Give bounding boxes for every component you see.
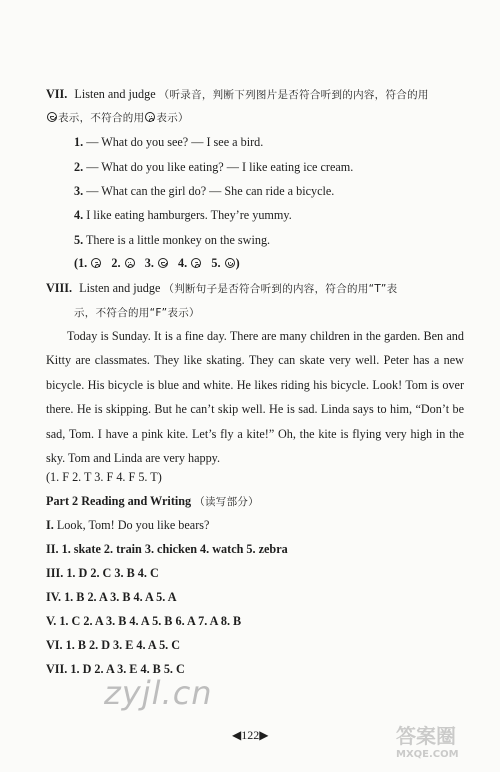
list-item: 2. — What do you like eating? — I like eating ice cream. — [74, 160, 354, 174]
frowny-face-icon — [191, 258, 201, 268]
frowny-face-icon — [145, 112, 155, 122]
sec7-instruction-1: （听录音，判断下列图片是否符合听到的内容，符合的用 — [158, 89, 429, 101]
sec7-heading — [46, 87, 429, 102]
answer-row: VI. 1. B 2. D 3. E 4. A 5. C — [46, 638, 181, 652]
sec8-title: Listen and judge — [79, 281, 161, 295]
smiley-face-icon — [225, 258, 235, 268]
sec7-title: Listen and judge — [74, 87, 156, 101]
list-item: 1. — What do you see? — I see a bird. — [74, 135, 264, 149]
sec7-instruction-2b: 表示） — [156, 112, 189, 124]
answer-row: II. 1. skate 2. train 3. chicken 4. watch 5. zebra — [46, 542, 288, 556]
answer-row: IV. 1. B 2. A 3. B 4. A 5. A — [46, 590, 177, 604]
listening-passage: Today is Sunday. It is a fine day. There are many children in the garden. Ben and Kitty are classmates. They like skating. They can skate very well. Peter has a new bicycle. His bicycle is blue and white. He likes riding his bicycle. Look! Tom is over there. He is skipping. But he can’t skip well. He is sad. Linda says to him, “Don’t be sad, Tom. I have a pink kite. Let’s fly a kite!” Oh, the kite is flying very high in the sky. Tom and Linda are very happy. — [46, 329, 464, 466]
sec7-instruction-2a: 表示，不符合的用 — [58, 112, 145, 124]
sec8-instruction-1: （判断句子是否符合听到的内容，符合的用“T”表 — [163, 283, 398, 295]
part2-title: Part 2 Reading and Writing — [46, 494, 192, 508]
answer-row: III. 1. D 2. C 3. B 4. C — [46, 566, 159, 580]
page-number: ◀122▶ — [232, 728, 269, 742]
sec8-heading — [46, 281, 397, 296]
sec7-instruction-row2 — [46, 110, 189, 125]
part2-subtitle: （读写部分） — [194, 496, 259, 508]
list-item: 3. — What can the girl do? — She can ride a bicycle. — [74, 184, 335, 198]
sec8-instruction-2: 示，不符合的用“F”表示） — [74, 307, 200, 319]
list-item: 4. I like eating hamburgers. They’re yummy. — [74, 208, 292, 222]
frowny-face-icon — [91, 258, 101, 268]
smiley-face-icon — [158, 258, 168, 268]
watermark: zyjl.cn — [104, 674, 213, 712]
answer-row: VII. 1. D 2. A 3. E 4. B 5. C — [46, 662, 185, 676]
stamp-logo: 答案圈 MXQE.COM — [396, 724, 459, 760]
list-item: 5. There is a little monkey on the swing. — [74, 233, 271, 247]
answer-row: I. Look, Tom! Do you like bears? — [46, 518, 210, 532]
answer-row: V. 1. C 2. A 3. B 4. A 5. B 6. A 7. A 8. B — [46, 614, 242, 628]
smiley-face-icon — [47, 112, 57, 122]
sec7-number: VII. — [46, 87, 68, 101]
part2-heading — [46, 494, 259, 509]
sec7-answers: (1. 2. 3. 4. 5. ) — [74, 256, 240, 270]
sec8-answers: (1. F 2. T 3. F 4. F 5. T) — [46, 470, 162, 484]
sec8-number: VIII. — [46, 281, 73, 295]
frowny-face-icon — [125, 258, 135, 268]
